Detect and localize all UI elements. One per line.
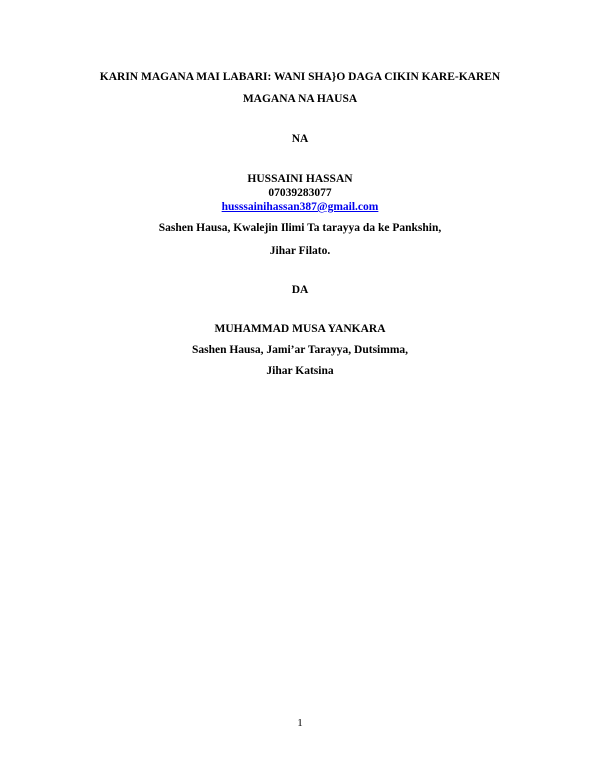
by-word: NA: [291, 133, 309, 145]
author1-email-row: [0, 200, 600, 214]
title-line-2: MAGANA NA HAUSA: [242, 93, 358, 105]
author2-name: MUHAMMAD MUSA YANKARA: [214, 323, 386, 335]
author1-phone: 07039283077: [268, 187, 332, 199]
author1-affiliation-line-2: Jihar Filato.: [269, 245, 331, 257]
page-number: 1: [297, 717, 303, 729]
and-word: DA: [291, 284, 309, 296]
title-line-1: KARIN MAGANA MAI LABARI: WANI SHA}O DAGA CIKIN KARE-KAREN: [99, 71, 501, 83]
author1-name: HUSSAINI HASSAN: [247, 173, 353, 185]
author1-affiliation-line-1: Sashen Hausa, Kwalejin Ilimi Ta tarayya da ke Pankshin,: [158, 222, 442, 234]
author1-email-link[interactable]: husssainihassan387@gmail.com: [221, 201, 379, 213]
author2-affiliation-line-1: Sashen Hausa, Jami’ar Tarayya, Dutsimma,: [191, 344, 409, 356]
author2-affiliation-line-2: Jihar Katsina: [266, 365, 334, 377]
